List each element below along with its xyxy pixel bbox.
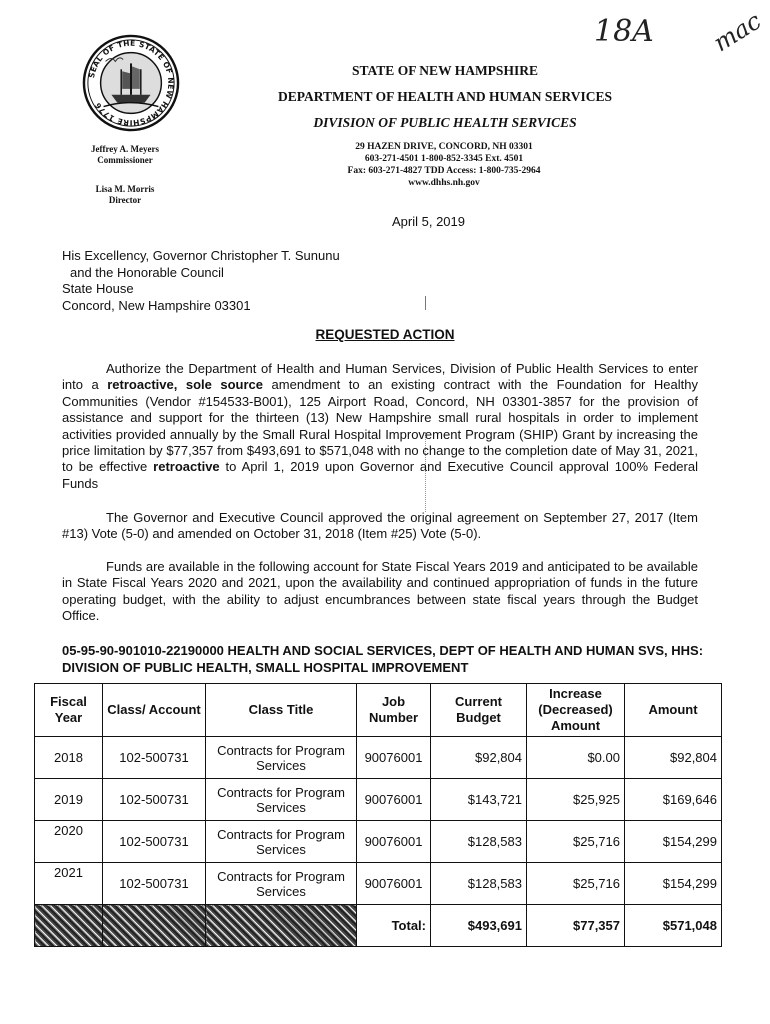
shaded-cell: [103, 905, 206, 947]
director-name: Lisa M. Morris: [95, 184, 155, 194]
state-seal-icon: [82, 34, 180, 132]
job-number-cell: 90076001: [357, 737, 431, 779]
fiscal-year-cell: 2019: [35, 779, 103, 821]
account-line: 05-95-90-901010-22190000 HEALTH AND SOCIAL SERVICES, DEPT OF HEALTH AND HUMAN SVS, HHS: DIVISION OF PUBLIC HEALTH, SMALL HOSPITAL IMPROVEMENT: [62, 643, 704, 675]
column-header: Current Budget: [431, 684, 527, 737]
requested-action-heading: REQUESTED ACTION: [315, 327, 455, 342]
letterhead: [250, 58, 640, 136]
current-budget-cell: $143,721: [431, 779, 527, 821]
class-account-cell: 102-500731: [103, 779, 206, 821]
handwritten-initials: mac: [708, 6, 767, 58]
table-row: [35, 863, 722, 905]
paragraph-funding: Funds are available in the following account for State Fiscal Years 2019 and anticipated to be available in State Fiscal Years 2020 and 2021, upon the availability and continued appropriation of funds in the future operating budget, with the ability to adjust encumbrances between state fiscal years through the Budget Office.: [62, 559, 698, 624]
website-link[interactable]: www.dhhs.nh.gov: [408, 178, 480, 188]
table-row: [35, 737, 722, 779]
commissioner-name: Jeffrey A. Meyers: [90, 144, 160, 154]
recipient-line: State House: [62, 281, 134, 296]
contact-block: [270, 141, 618, 189]
amount-cell: $169,646: [625, 779, 722, 821]
department-name: DEPARTMENT OF HEALTH AND HUMAN SERVICES: [278, 89, 612, 104]
paragraph-approval-history: The Governor and Executive Council approved the original agreement on September 27, 2017 (Item #13) Vote (5-0) and amended on October 31, 2018 (Item #25) Vote (5-0).: [62, 510, 698, 542]
current-budget-cell: $92,804: [431, 737, 527, 779]
fiscal-year-cell: 2021: [35, 863, 103, 905]
increase-cell: $25,716: [527, 863, 625, 905]
recipient-line: Concord, New Hampshire 03301: [62, 297, 251, 313]
job-number-cell: 90076001: [357, 779, 431, 821]
shaded-cell: [35, 905, 103, 947]
column-header: Class/ Account: [103, 684, 206, 737]
increase-cell: $0.00: [527, 737, 625, 779]
total-label: Total:: [357, 905, 431, 947]
svg-text:SEAL OF THE STATE OF NEW HAMPS: SEAL OF THE STATE OF NEW HAMPSHIRE 1776: [87, 38, 176, 128]
current-budget-cell: $128,583: [431, 863, 527, 905]
class-title-cell: Contracts for Program Services: [206, 821, 357, 863]
recipient-address: [62, 248, 340, 314]
table-row: [35, 821, 722, 863]
total-increase: $77,357: [527, 905, 625, 947]
column-header: Increase (Decreased) Amount: [527, 684, 625, 737]
amount-cell: $154,299: [625, 821, 722, 863]
total-current-budget: $493,691: [431, 905, 527, 947]
class-account-cell: 102-500731: [103, 737, 206, 779]
class-title-cell: Contracts for Program Services: [206, 779, 357, 821]
fiscal-year-cell: 2018: [35, 737, 103, 779]
funding-table: [34, 683, 722, 947]
job-number-cell: 90076001: [357, 863, 431, 905]
amount-cell: $92,804: [625, 737, 722, 779]
job-number-cell: 90076001: [357, 821, 431, 863]
state-name: STATE OF NEW HAMPSHIRE: [352, 63, 538, 78]
recipient-line: His Excellency, Governor Christopher T. Sununu: [62, 248, 340, 263]
officials-block: [70, 144, 180, 206]
handwritten-item-number: 18A: [594, 14, 654, 49]
director-title: Director: [108, 195, 142, 205]
phone-numbers: 603-271-4501 1-800-852-3345 Ext. 4501: [364, 154, 524, 164]
total-amount: $571,048: [625, 905, 722, 947]
class-title-cell: Contracts for Program Services: [206, 737, 357, 779]
current-budget-cell: $128,583: [431, 821, 527, 863]
table-row: [35, 779, 722, 821]
fax-tdd: Fax: 603-271-4827 TDD Access: 1-800-735-2964: [347, 166, 541, 176]
class-account-cell: 102-500731: [103, 821, 206, 863]
class-account-cell: 102-500731: [103, 863, 206, 905]
division-name: DIVISION OF PUBLIC HEALTH SERVICES: [313, 115, 577, 130]
paragraph-authorize: Authorize the Department of Health and Human Services, Division of Public Health Services to enter into a retroactive, sole source amendment to an existing contract with the Foundation for Healthy Communities (Vendor #154533-B001), 125 Airport Road, Concord, NH 03301-3857 for the provision of assistance and support for the thirteen (13) New Hampshire small rural hospitals in order to implement activities provided annually by the Small Rural Hospital Improvement Program (SHIP) Grant by increasing the price limitation by $77,357 from $493,691 to $571,048 with no change to the completion date of May 31, 2021, to be effective retroactive to April 1, 2019 upon Governor and Executive Council approval 100% Federal Funds: [62, 361, 698, 491]
fiscal-year-cell: 2020: [35, 821, 103, 863]
commissioner-title: Commissioner: [97, 155, 153, 165]
letter-date: April 5, 2019: [392, 214, 465, 229]
street-address: 29 HAZEN DRIVE, CONCORD, NH 03301: [355, 142, 533, 152]
increase-cell: $25,716: [527, 821, 625, 863]
class-title-cell: Contracts for Program Services: [206, 863, 357, 905]
column-header: Class Title: [206, 684, 357, 737]
column-header: Job Number: [357, 684, 431, 737]
amount-cell: $154,299: [625, 863, 722, 905]
total-row: [35, 905, 722, 947]
increase-cell: $25,925: [527, 779, 625, 821]
recipient-line: and the Honorable Council: [70, 264, 224, 280]
table-header-row: [35, 684, 722, 737]
column-header: Amount: [625, 684, 722, 737]
column-header: Fiscal Year: [35, 684, 103, 737]
shaded-cell: [206, 905, 357, 947]
